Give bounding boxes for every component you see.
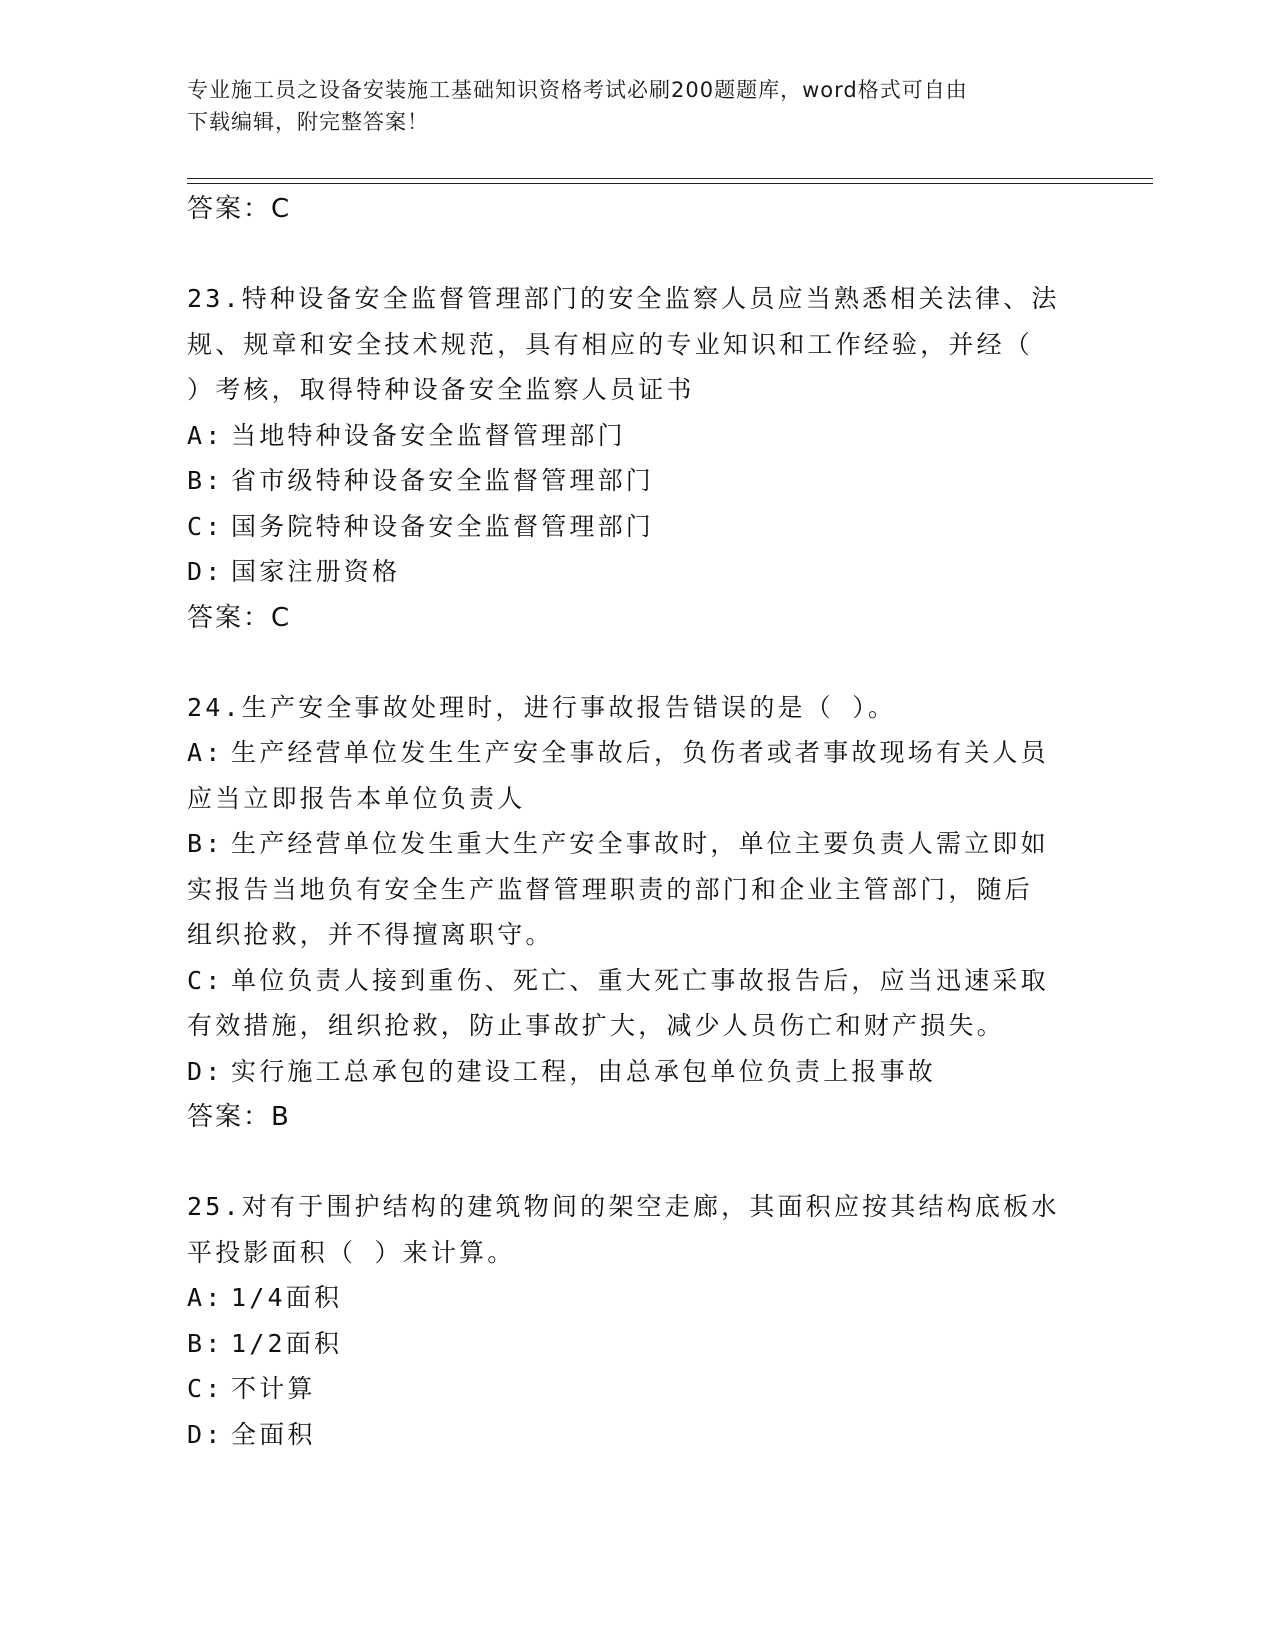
option-line	[187, 1321, 1087, 1367]
option-text: 1/2面积	[231, 1328, 343, 1358]
question-stem-line: 规、规章和安全技术规范，具有相应的专业知识和工作经验，并经（	[187, 329, 1034, 359]
answer-label: 答案：	[187, 194, 272, 224]
option-line	[187, 1275, 1087, 1321]
option-text: 省市级特种设备安全监督管理部门	[231, 466, 655, 495]
previous-answer	[187, 186, 1087, 232]
option-line	[187, 1003, 1087, 1049]
option-line	[187, 912, 1087, 958]
option-line	[187, 1366, 1087, 1412]
option-line	[187, 867, 1087, 913]
option-letter: A:	[187, 1283, 224, 1312]
question-answer	[187, 595, 1087, 641]
answer-value: B	[271, 1102, 291, 1132]
option-letter: C:	[187, 1374, 224, 1403]
option-text: 不计算	[231, 1374, 316, 1403]
option-letter: B:	[187, 1328, 224, 1358]
option-line	[187, 958, 1087, 1004]
header-line-2: 下载编辑，附完整答案！	[187, 110, 429, 134]
question-stem-line: 25.对有于围护结构的建筑物间的架空走廊，其面积应按其结构底板水	[187, 1192, 1060, 1221]
option-text: 国务院特种设备安全监督管理部门	[231, 511, 655, 541]
option-text: 生产经营单位发生重大生产安全事故时，单位主要负责人需立即如	[231, 829, 1049, 858]
question-stem-line: 23.特种设备安全监督管理部门的安全监察人员应当熟悉相关法律、法	[187, 284, 1060, 313]
answer-value: C	[271, 194, 292, 224]
option-text: 全面积	[231, 1419, 316, 1449]
question-stem-line: 24.生产安全事故处理时，进行事故报告错误的是（ ）。	[187, 692, 897, 722]
option-line	[187, 549, 1087, 595]
option-text: 生产经营单位发生生产安全事故后，负伤者或者事故现场有关人员	[231, 738, 1049, 767]
spacer	[187, 232, 1087, 276]
option-line	[187, 776, 1087, 822]
answer-value: C	[271, 602, 292, 633]
answer-label: 答案：	[187, 1102, 272, 1132]
question-block	[187, 1184, 1087, 1457]
answer-label: 答案：	[187, 602, 272, 633]
option-text: 1/4面积	[231, 1283, 343, 1312]
spacer	[187, 1140, 1087, 1184]
option-letter: B:	[187, 466, 224, 495]
option-letter: D:	[187, 557, 224, 586]
option-letter: C:	[187, 965, 224, 995]
option-text: 应当立即报告本单位负责人	[187, 783, 526, 813]
option-letter: A:	[187, 738, 224, 767]
option-letter: B:	[187, 829, 224, 858]
question-block	[187, 685, 1087, 1185]
spacer	[187, 641, 1087, 685]
option-text: 实行施工总承包的建设工程，由总承包单位负责上报事故	[231, 1056, 937, 1086]
header-divider-bottom	[187, 183, 1153, 184]
option-line	[187, 504, 1087, 550]
document-header	[187, 74, 1067, 138]
option-line	[187, 730, 1087, 776]
option-text: 组织抢救，并不得擅离职守。	[187, 920, 554, 949]
question-answer	[187, 1094, 1087, 1140]
option-letter: D:	[187, 1056, 224, 1086]
option-text: 单位负责人接到重伤、死亡、重大死亡事故报告后，应当迅速采取	[231, 965, 1049, 995]
option-line	[187, 1412, 1087, 1458]
header-divider-top	[187, 178, 1153, 179]
option-letter: D:	[187, 1419, 224, 1449]
option-line	[187, 458, 1087, 504]
header-line-1: 专业施工员之设备安装施工基础知识资格考试必刷200题题库，word格式可自由	[187, 78, 968, 102]
option-line	[187, 1049, 1087, 1095]
option-letter: A:	[187, 420, 224, 450]
question-stem-line: 平投影面积（ ）来计算。	[187, 1237, 516, 1267]
option-text: 有效措施，组织抢救，防止事故扩大，减少人员伤亡和财产损失。	[187, 1011, 1005, 1040]
option-letter: C:	[187, 511, 224, 541]
question-stem-line: ）考核，取得特种设备安全监察人员证书	[187, 375, 695, 404]
question-block	[187, 276, 1087, 685]
option-line	[187, 821, 1087, 867]
option-text: 实报告当地负有安全生产监督管理职责的部门和企业主管部门，随后	[187, 874, 1034, 904]
option-line	[187, 413, 1087, 459]
question-list	[187, 186, 1087, 1457]
option-text: 国家注册资格	[231, 557, 401, 586]
option-text: 当地特种设备安全监督管理部门	[231, 420, 626, 450]
questions-container	[187, 276, 1087, 1457]
